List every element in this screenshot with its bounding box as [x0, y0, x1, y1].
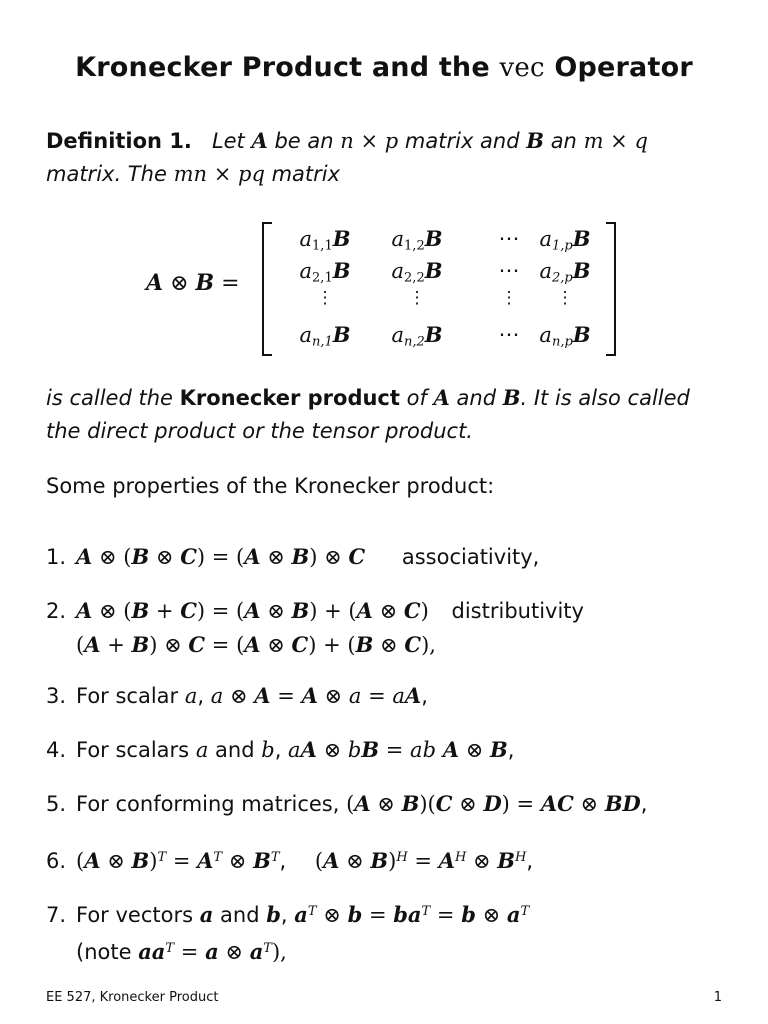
- def-text: matrix: [271, 162, 341, 186]
- footer-page-number: 1: [713, 990, 722, 1005]
- def-text: Let: [211, 129, 245, 153]
- title-text: Kronecker Product and the: [75, 52, 490, 83]
- matrix-cell: ⋮: [408, 288, 426, 308]
- property-text: For vectors: [76, 903, 194, 928]
- def-text: be an: [274, 129, 334, 153]
- right-bracket: [606, 222, 616, 356]
- matrix-cell: $a_{n,1}B$: [299, 322, 351, 350]
- property-7: 7. For vectors a and b, $a^T$ ⊗ $b = ba^T = b$ ⊗ $a^T$ (note $aa^T = a$ ⊗ $a^T$),: [46, 902, 530, 965]
- def-text: an: [550, 129, 577, 153]
- property-text: For conforming matrices,: [76, 792, 340, 816]
- property-note: associativity,: [401, 545, 540, 569]
- property-text: For scalar: [76, 684, 179, 708]
- matrix-cell: $a_{n,p}B$: [539, 322, 591, 350]
- kronecker-name-paragraph: is called the Kronecker product of A and B. It is also called the direct product or the tensor product.: [46, 385, 690, 443]
- property-text: and: [220, 903, 260, 928]
- matrix-cell: ⋮: [500, 288, 518, 308]
- para-text: of: [406, 386, 427, 410]
- property-1: 1. A ⊗ (B ⊗ C) = (A ⊗ B) ⊗ C associativity,: [46, 544, 540, 569]
- property-2: 2. A ⊗ (B + C) = (A ⊗ B) + (A ⊗ C) distributivity (A + B) ⊗ C = (A ⊗ C) + (B ⊗ C),: [46, 598, 584, 657]
- matrix-cell: ⋯: [498, 322, 520, 346]
- matrix-cell: $a_{1,p}B$: [539, 226, 591, 254]
- def-text: matrix. The: [46, 162, 167, 186]
- matrix-cell: $a_{1,1}B$: [299, 226, 351, 254]
- title-operator: Operator: [554, 52, 693, 83]
- matrix-cell: $a_{2,p}B$: [539, 258, 591, 286]
- matrix-cell: ⋯: [498, 258, 520, 282]
- para-text: is called the: [46, 386, 173, 410]
- matrix-lhs: A ⊗ B =: [146, 270, 240, 296]
- para-text: . It is also called: [520, 386, 690, 410]
- matrix-cell: $a_{2,1}B$: [299, 258, 351, 286]
- definition-label: Definition 1.: [46, 129, 192, 153]
- para-text: and: [456, 386, 497, 410]
- property-6: 6. (A ⊗ $B)^T = A^T$ ⊗ $B^T$, (A ⊗ $B)^H = A^H$ ⊗ $B^H$,: [46, 848, 534, 874]
- page-title: [0, 52, 768, 83]
- para-text: the direct product or the tensor product.: [46, 419, 473, 443]
- properties-heading: Some properties of the Kronecker product:: [46, 474, 495, 498]
- title-vec: vec: [499, 53, 545, 83]
- property-text: For scalars: [76, 738, 190, 762]
- property-5: 5. For conforming matrices, (A ⊗ B)(C ⊗ D) = AC ⊗ BD,: [46, 791, 648, 816]
- matrix-cell: $a_{1,2}B$: [391, 226, 443, 254]
- matrix-cell: ⋮: [316, 288, 334, 308]
- matrix-cell: $a_{n,2}B$: [391, 322, 443, 350]
- footer-course: EE 527, Kronecker Product: [46, 990, 219, 1005]
- def-text: matrix and: [404, 129, 520, 153]
- property-3: 3. For scalar a, a ⊗ A = A ⊗ a = aA,: [46, 683, 428, 708]
- property-text: (note: [76, 940, 132, 965]
- property-note: distributivity: [451, 599, 584, 623]
- left-bracket: [262, 222, 272, 356]
- matrix-cell: ⋯: [498, 226, 520, 250]
- kronecker-product-term: Kronecker product: [179, 386, 400, 410]
- property-text: and: [215, 738, 255, 762]
- definition: Definition 1. Let A be an n × p matrix and B an m × q matrix. The mn × pq matrix: [46, 128, 648, 186]
- matrix-cell: $a_{2,2}B$: [391, 258, 443, 286]
- matrix-cell: ⋮: [556, 288, 574, 308]
- property-4: 4. For scalars a and b, aA ⊗ bB = ab A ⊗ B,: [46, 737, 515, 762]
